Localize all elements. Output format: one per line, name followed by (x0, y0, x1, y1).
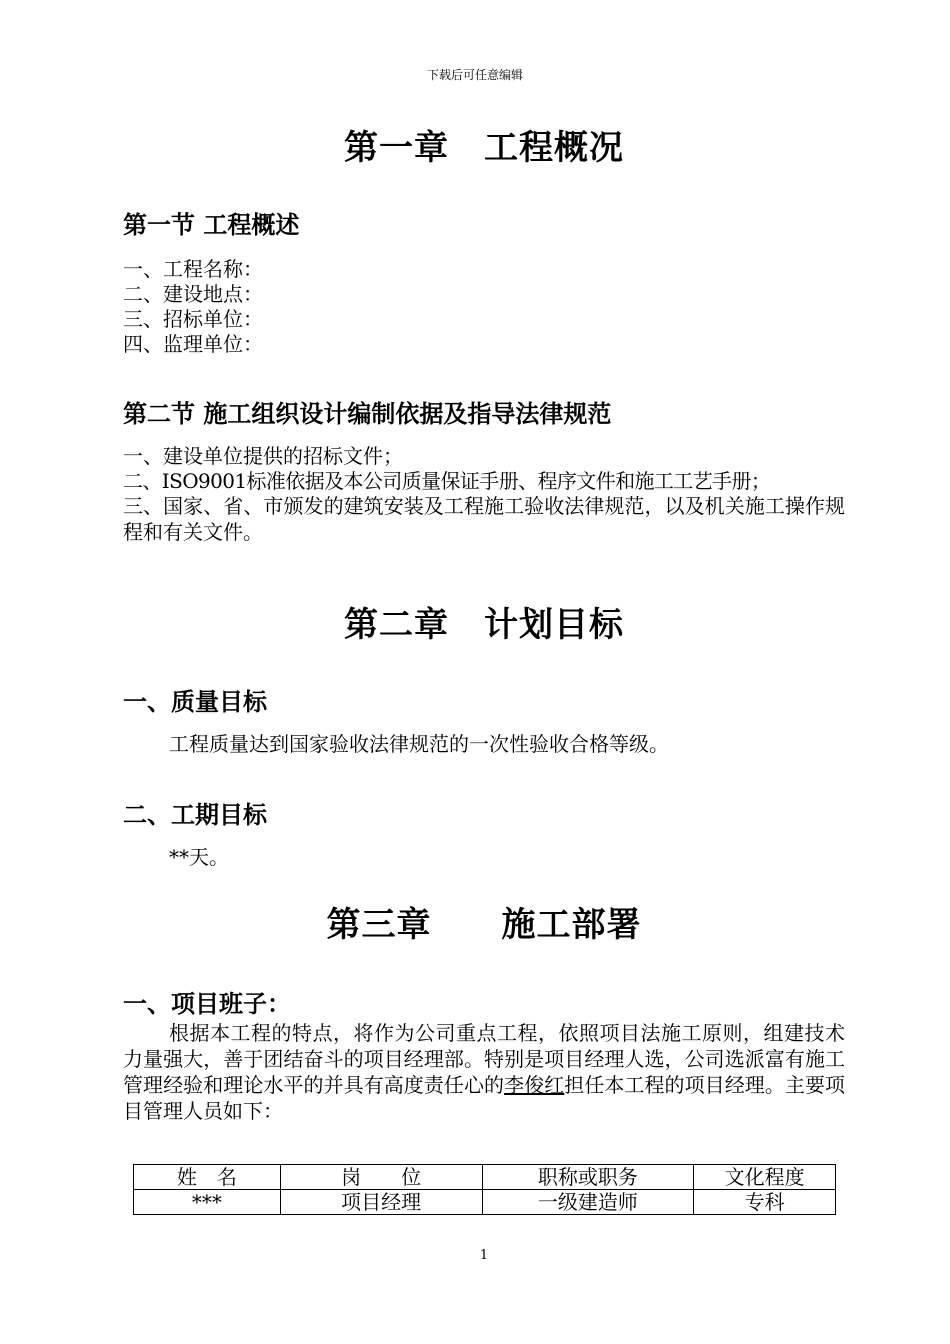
cell-title: 一级建造师 (482, 1190, 694, 1215)
project-manager-name: 李俊红 (504, 1073, 565, 1097)
header-title: 职称或职务 (482, 1165, 694, 1190)
cell-name: *** (134, 1190, 281, 1215)
chapter-1-title: 第一章 工程概况 (344, 128, 624, 168)
project-team-title: 一、项目班子： (123, 990, 291, 1018)
team-text-before: 根据本工程的特点，将作为公司重点工程，依照项目法施工原则，组建技术力量强大，善于团结奋斗的项目经理部。特别是项目经理人选，公司选派富有施工管理经验和理论水平的并具有高度责任心的 (123, 1021, 845, 1097)
quality-target-text: 工程质量达到国家验收法律规范的一次性验收合格等级。 (169, 732, 669, 756)
page-number: 1 (479, 1248, 489, 1263)
table-row (134, 1190, 836, 1215)
header-position: 岗 位 (280, 1165, 482, 1190)
basis-item-2: 二、ISO9001标准依据及本公司质量保证手册、程序文件和施工工艺手册； (123, 469, 771, 493)
chapter-3-title: 第三章 施工部署 (326, 905, 642, 945)
header-note: 下载后可任意编辑 (426, 68, 523, 82)
quality-target-title: 一、质量目标 (123, 688, 267, 716)
cell-position: 项目经理 (280, 1190, 482, 1215)
header-name: 姓 名 (134, 1165, 281, 1190)
supervision-unit-item: 四、监理单位： (123, 332, 263, 356)
project-team-paragraph (123, 1020, 845, 1124)
team-text-after: 担任本工程的项目经理。主要项目管理人员如下： (123, 1073, 846, 1123)
section-2-title: 第二节 施工组织设计编制依据及指导法律规范 (123, 400, 612, 428)
staff-table (133, 1164, 836, 1215)
chapter-2-title: 第二章 计划目标 (344, 605, 624, 645)
section-1-title: 第一节 工程概述 (123, 211, 300, 239)
schedule-target-title: 二、工期目标 (123, 801, 267, 829)
basis-item-3: 三、国家、省、市颁发的建筑安装及工程施工验收法律规范，以及机关施工操作规程和有关文件。 (123, 494, 845, 544)
table-header-row (134, 1165, 836, 1190)
schedule-target-text: **天。 (169, 845, 229, 869)
project-name-item: 一、工程名称： (123, 257, 263, 281)
project-location-item: 二、建设地点： (123, 282, 263, 306)
cell-education: 专科 (694, 1190, 836, 1215)
bidding-unit-item: 三、招标单位： (123, 307, 263, 331)
basis-item-1: 一、建设单位提供的招标文件； (123, 444, 403, 468)
header-education: 文化程度 (694, 1165, 836, 1190)
